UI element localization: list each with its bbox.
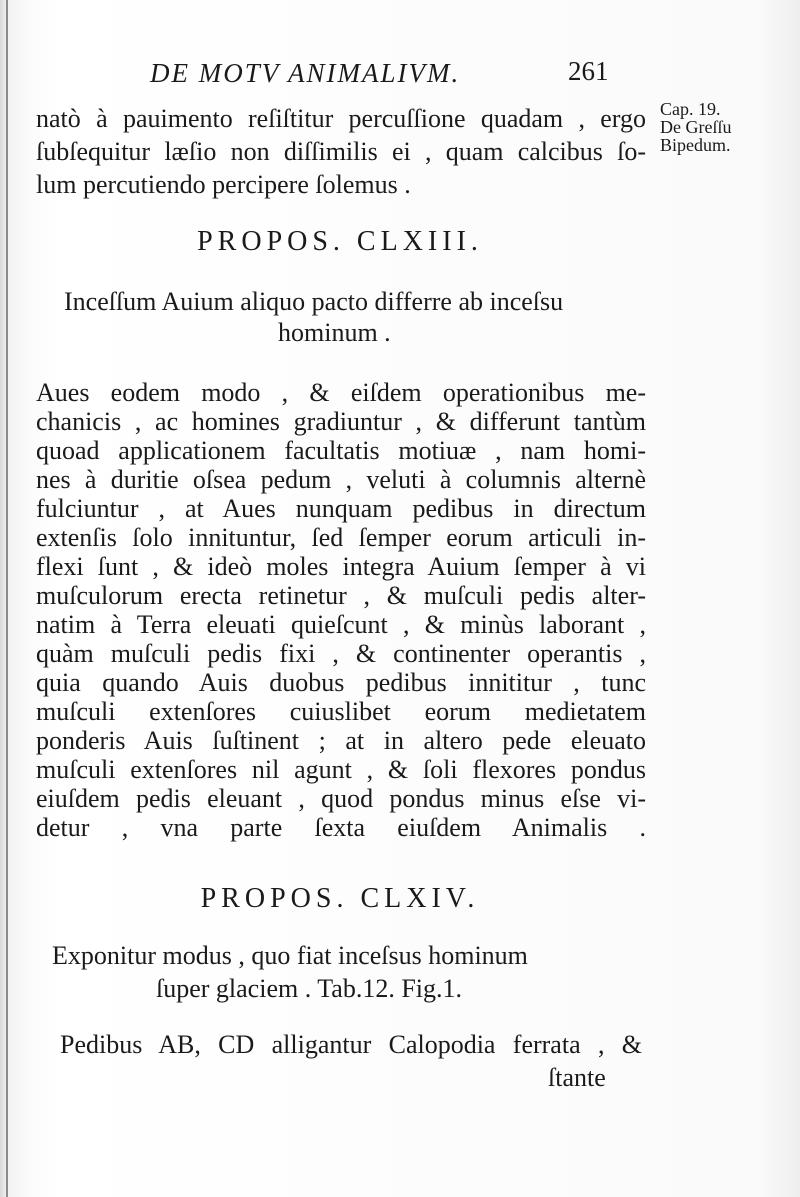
text-line: eiuſdem pedis eleuant , quod pondus minus eſse vi- — [36, 784, 646, 813]
text-line: muſculi extenſores cuiuslibet eorum medietatem — [36, 697, 646, 726]
text-line: muſculi extenſores nil agunt , & ſoli flexores pondus — [36, 755, 646, 784]
text-line: fulciuntur , at Aues nunquam pedibus in directum — [36, 494, 646, 523]
text-line: Aues eodem modo , & eiſdem operationibus me- — [36, 378, 646, 407]
catchword: ſtante — [548, 1063, 606, 1092]
margin-note — [660, 100, 790, 154]
margin-note-line: Bipedum. — [660, 135, 731, 155]
text-line: nes à duritie oſsea pedum , veluti à columnis alternè — [36, 465, 646, 494]
margin-note-line: Cap. 19. — [660, 99, 721, 119]
page-edge — [6, 0, 8, 1197]
text-line: ponderis Auis ſuſtinent ; at in altero pede eleuato — [36, 726, 646, 755]
proposition-statement: ſuper glaciem . Tab.12. Fig.1. — [156, 974, 463, 1003]
text-line: extenſis ſolo innituntur, ſed ſemper eorum articuli in- — [36, 523, 646, 552]
margin-note-line: De Greſſu — [660, 117, 732, 137]
text-line: detur , vna parte ſexta eiuſdem Animalis . — [36, 813, 646, 842]
proposition-heading: PROPOS. CLXIV. — [200, 883, 480, 914]
text-line: quàm muſculi pedis fixi , & continenter operantis , — [36, 639, 646, 668]
proposition-heading: PROPOS. CLXIII. — [197, 226, 483, 257]
text-line: quia quando Auis duobus pedibus innititur , tunc — [36, 668, 646, 697]
text-line: ſubſequitur læſio non diſſimilis ei , quam calcibus ſo- — [36, 137, 646, 166]
text-line: lum percutiendo percipere ſolemus . — [36, 170, 411, 199]
text-line: natò à pauimento reſiſtitur percuſſione quadam , ergo — [36, 104, 646, 133]
proposition-statement: Inceſſum Auium aliquo pacto differre ab inceſsu — [64, 287, 564, 316]
page-number: 261 — [568, 56, 609, 86]
proposition-statement: Exponitur modus , quo fiat inceſsus hominum — [52, 941, 528, 970]
text-line: Pedibus AB, CD alligantur Calopodia ferrata , & — [60, 1030, 642, 1059]
running-header: DE MOTV ANIMALIVM. — [150, 58, 461, 88]
text-line: chanicis , ac homines gradiuntur , & differunt tantùm — [36, 407, 646, 436]
text-line: muſculorum erecta retinetur , & muſculi pedis alter- — [36, 581, 646, 610]
text-line: natim à Terra eleuati quieſcunt , & minùs laborant , — [36, 610, 646, 639]
proposition-statement: hominum . — [278, 318, 391, 347]
text-line: quoad applicationem facultatis motiuæ , nam homi- — [36, 436, 646, 465]
text-line: flexi ſunt , & ideò moles integra Auium ſemper à vi — [36, 552, 646, 581]
